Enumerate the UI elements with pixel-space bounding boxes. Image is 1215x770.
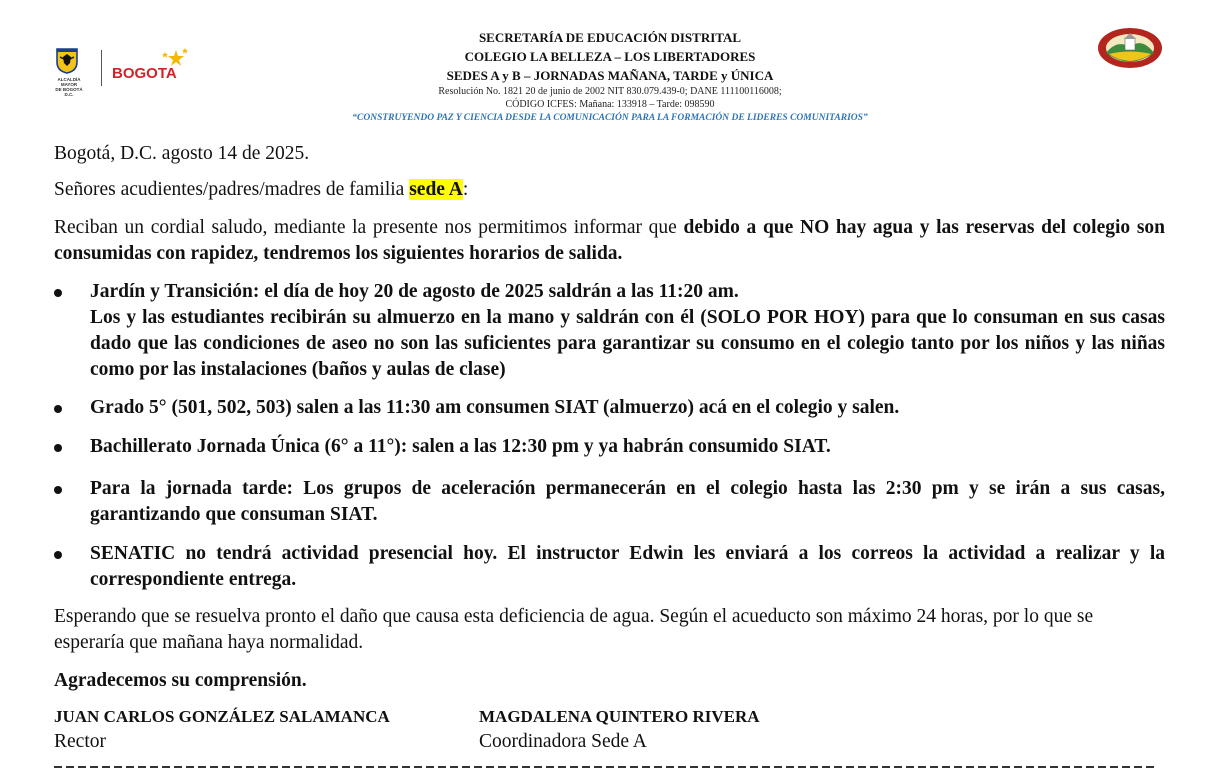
list-item — [54, 279, 1165, 383]
dashed-divider — [54, 766, 1156, 768]
signer-role: Rector — [54, 731, 106, 752]
resolution-info: Resolución No. 1821 20 de junio de 2002 NIT 830.079.439-0; DANE 111100116008; — [438, 86, 782, 97]
campus-shifts: SEDES A y B – JORNADAS MAÑANA, TARDE y ÚNICA — [446, 68, 774, 83]
list-item — [54, 434, 1165, 460]
salutation-colon: : — [462, 179, 469, 200]
school-header — [290, 28, 930, 125]
signature-rector — [54, 705, 390, 755]
list-item-text: SENATIC no tendrá actividad presencial hoy. El instructor Edwin les enviará a los correos la actividad a realizar y la correspondiente entrega. — [90, 543, 1165, 590]
bogota-wordmark: BOGOTA — [112, 65, 177, 82]
icfes-codes: CÓDIGO ICFES: Mañana: 133918 – Tarde: 098590 — [505, 99, 715, 110]
bullet-icon — [54, 444, 62, 452]
list-item-text: Para la jornada tarde: Los grupos de aceleración permanecerán en el colegio hasta las 2:30 pm y se irán a sus casas, garantizando que consuman SIAT. — [90, 478, 1165, 525]
letter-date: Bogotá, D.C. agosto 14 de 2025. — [54, 143, 310, 164]
intro-emphasis: debido a que NO hay agua y las reservas del colegio son consumidas con rapidez, tendremos los siguientes horarios de salida. — [54, 217, 1165, 264]
school-motto: “CONSTRUYENDO PAZ Y CIENCIA DESDE LA COMUNICACIÓN PARA LA FORMACIÓN DE LIDERES COMUNITARIOS” — [352, 113, 868, 123]
schedule-list — [54, 279, 1165, 593]
signature-coordinator — [479, 705, 760, 755]
bogota-coat-of-arms-icon — [56, 48, 78, 74]
intro-paragraph — [54, 215, 1165, 267]
alcaldia-bogota-logo — [52, 48, 192, 97]
signer-name: MAGDALENA QUINTERO RIVERA — [479, 707, 760, 726]
highlighted-campus: sede A — [409, 179, 463, 200]
thanks-line: Agradecemos su comprensión. — [54, 670, 307, 691]
logo-divider — [101, 50, 102, 86]
bullet-icon — [54, 289, 62, 297]
list-item-text: Grado 5° (501, 502, 503) salen a las 11:30 am consumen SIAT (almuerzo) acá en el colegio y salen. — [90, 397, 900, 418]
signer-name: JUAN CARLOS GONZÁLEZ SALAMANCA — [54, 707, 390, 726]
stars-icon — [158, 48, 188, 68]
secretaria-title: SECRETARÍA DE EDUCACIÓN DISTRITAL — [478, 30, 742, 45]
list-item-text: Bachillerato Jornada Única (6° a 11°): salen a las 12:30 pm y ya habrán consumido SIAT. — [90, 436, 831, 457]
crest-caption: ALCALDÍA MAYOR DE BOGOTÁ D.C. — [55, 77, 83, 97]
salutation-text: Señores acudientes/padres/madres de familia — [54, 179, 410, 200]
list-item — [54, 541, 1165, 593]
closing-paragraph: Esperando que se resuelva pronto el daño que causa esta deficiencia de agua. Según el acueducto son máximo 24 horas, por lo que se esperaría que mañana haya normalidad. — [54, 606, 1094, 653]
school-name: COLEGIO LA BELLEZA – LOS LIBERTADORES — [464, 49, 756, 64]
letterhead — [0, 0, 1215, 130]
bullet-icon — [54, 405, 62, 413]
bullet-icon — [54, 551, 62, 559]
salutation — [54, 177, 1165, 203]
bullet-icon — [54, 486, 62, 494]
intro-text: Reciban un cordial saludo, mediante la presente nos permitimos informar que — [54, 217, 684, 238]
list-item-detail: Los y las estudiantes recibirán su almuerzo en la mano y saldrán con él (SOLO POR HOY) para que lo consuman en sus casas dado que las condiciones de aseo no son las suficientes para garantizar su consumo en el colegio tanto por los niños y las niñas como por las instalaciones (baños y aulas de clase) — [90, 307, 1165, 380]
list-item — [54, 395, 1165, 421]
school-emblem-icon — [1097, 27, 1163, 69]
signer-role: Coordinadora Sede A — [479, 731, 647, 752]
list-item — [54, 476, 1165, 528]
list-item-heading: Jardín y Transición: el día de hoy 20 de agosto de 2025 saldrán a las 11:20 am. — [90, 281, 739, 302]
